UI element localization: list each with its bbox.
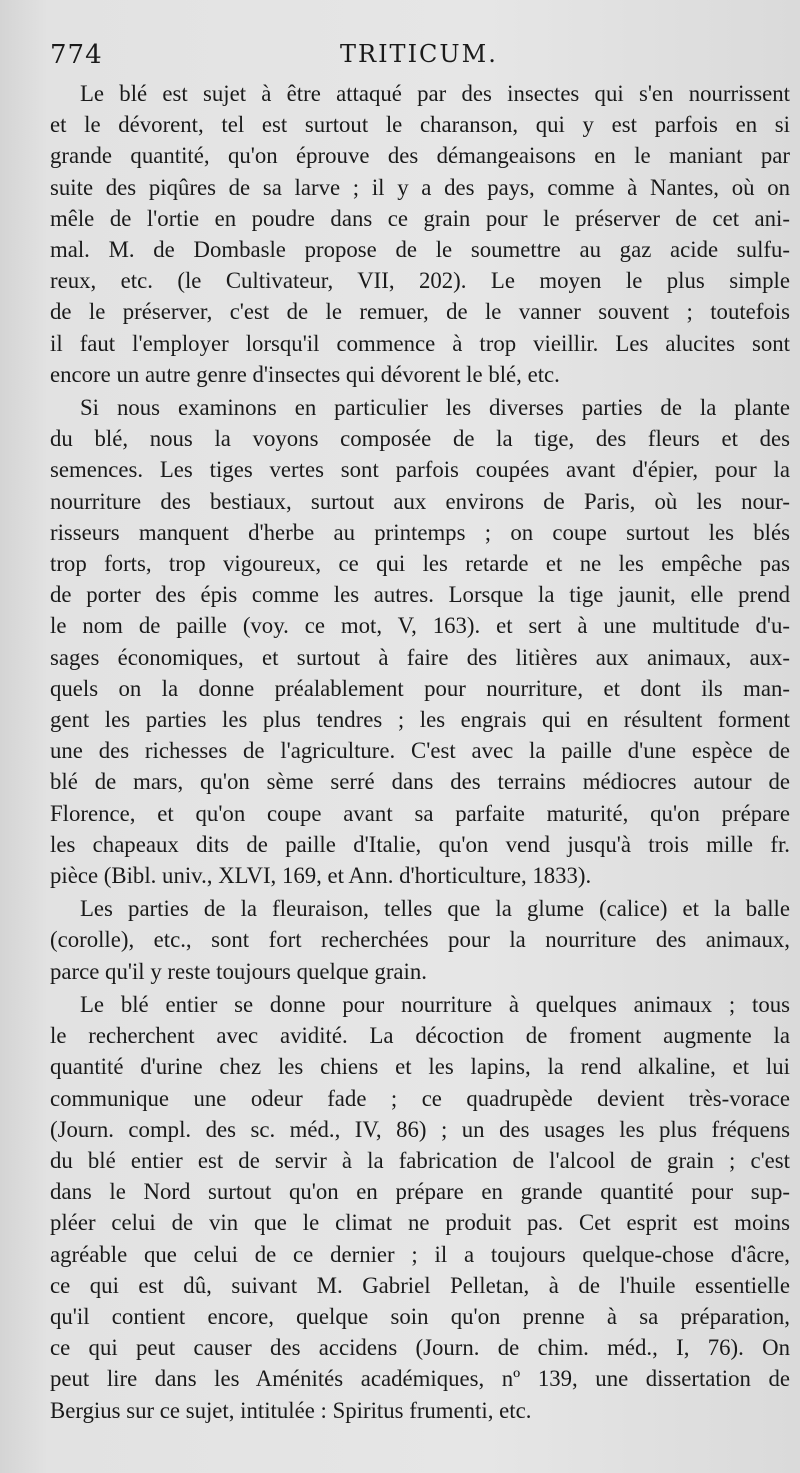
paragraph: [50, 989, 790, 1426]
text-line: quantité d'urine chez les chiens et les lapins, la rend alkaline, et lui: [50, 1054, 790, 1080]
text-line: il faut l'employer lorsqu'il commence à trop vieillir. Les alucites sont: [50, 330, 790, 356]
text-line: agréable que celui de ce dernier ; il a toujours quelque-chose d'âcre,: [50, 1241, 790, 1267]
text-line: qu'il contient encore, quelque soin qu'on prenne à sa préparation,: [50, 1303, 790, 1329]
page-header: [50, 40, 800, 80]
text-line: Bergius sur ce sujet, intitulée : Spiritus frumenti, etc.: [50, 1397, 532, 1423]
text-line: le recherchent avec avidité. La décoction de froment augmente la: [50, 1023, 790, 1049]
text-line: semences. Les tiges vertes sont parfois coupées avant d'épier, pour la: [50, 457, 790, 483]
text-line: et le dévorent, tel est surtout le charanson, qui y est parfois en si: [50, 112, 790, 138]
paragraph: [50, 893, 790, 987]
text-line: de le préserver, c'est de le remuer, de le vanner souvent ; toutefois: [50, 299, 790, 325]
text-line: Le blé entier se donne pour nourriture à quelques animaux ; tous: [80, 991, 790, 1017]
text-line: nourriture des bestiaux, surtout aux environs de Paris, où les nour-: [50, 488, 790, 514]
text-line: communique une odeur fade ; ce quadrupède devient très-vorace: [50, 1085, 790, 1111]
text-line: encore un autre genre d'insectes qui dévorent le blé, etc.: [50, 361, 560, 387]
text-line: dans le Nord surtout qu'on en prépare en grande quantité pour sup-: [50, 1179, 790, 1205]
text-line: trop forts, trop vigoureux, ce qui les retarde et ne les empêche pas: [50, 551, 790, 577]
text-line: Les parties de la fleuraison, telles que la glume (calice) et la balle: [80, 896, 790, 922]
text-line: peut lire dans les Aménités académiques, nº 139, une dissertation de: [50, 1366, 790, 1392]
text-line: pléer celui de vin que le climat ne produit pas. Cet esprit est moins: [50, 1210, 790, 1236]
text-line: (Journ. compl. des sc. méd., IV, 86) ; un des usages les plus fréquens: [50, 1116, 790, 1142]
text-line: quels on la donne préalablement pour nourriture, et dont ils man-: [50, 675, 790, 701]
text-line: de porter des épis comme les autres. Lorsque la tige jaunit, elle prend: [50, 582, 790, 608]
text-line: risseurs manquent d'herbe au printemps ; on coupe surtout les blés: [50, 519, 790, 545]
paragraph: [50, 78, 790, 390]
text-line: (corolle), etc., sont fort recherchées pour la nourriture des animaux,: [50, 927, 790, 953]
page-number: 774: [50, 40, 103, 70]
text-line: pièce (Bibl. univ., XLVI, 169, et Ann. d'horticulture, 1833).: [50, 863, 592, 889]
text-line: Le blé est sujet à être attaqué par des insectes qui s'en nourrissent: [80, 81, 790, 106]
text-line: Florence, et qu'on coupe avant sa parfaite maturité, qu'on prépare: [50, 800, 790, 826]
text-line: ce qui est dû, suivant M. Gabriel Pelletan, à de l'huile essentielle: [50, 1272, 790, 1298]
text-line: suite des piqûres de sa larve ; il y a des pays, comme à Nantes, où on: [50, 174, 790, 200]
text-line: mal. M. de Dombasle propose de le soumettre au gaz acide sulfu-: [50, 237, 790, 263]
text-line: grande quantité, qu'on éprouve des démangeaisons en le maniant par: [50, 143, 790, 169]
text-line: du blé, nous la voyons composée de la tige, des fleurs et des: [50, 426, 790, 452]
text-line: parce qu'il y reste toujours quelque grain.: [50, 958, 427, 984]
text-line: mêle de l'ortie en poudre dans ce grain pour le préserver de cet ani-: [50, 205, 790, 231]
running-title: TRITICUM.: [340, 40, 498, 68]
paragraph: [50, 392, 790, 891]
text-line: une des richesses de l'agriculture. C'est avec la paille d'une espèce de: [50, 738, 790, 764]
text-line: du blé entier est de servir à la fabrication de l'alcool de grain ; c'est: [50, 1147, 790, 1173]
text-line: le nom de paille (voy. ce mot, V, 163). et sert à une multitude d'u-: [50, 613, 790, 639]
text-line: blé de mars, qu'on sème serré dans des terrains médiocres autour de: [50, 769, 790, 795]
text-line: sages économiques, et surtout à faire des litières aux animaux, aux-: [50, 644, 790, 670]
body-text: [50, 78, 790, 1426]
text-line: gent les parties les plus tendres ; les engrais qui en résultent forment: [50, 707, 790, 733]
text-line: ce qui peut causer des accidens (Journ. de chim. méd., I, 76). On: [50, 1335, 790, 1361]
text-line: reux, etc. (le Cultivateur, VII, 202). Le moyen le plus simple: [50, 268, 790, 294]
text-line: Si nous examinons en particulier les diverses parties de la plante: [80, 395, 790, 421]
text-line: les chapeaux dits de paille d'Italie, qu'on vend jusqu'à trois mille fr.: [50, 831, 790, 857]
